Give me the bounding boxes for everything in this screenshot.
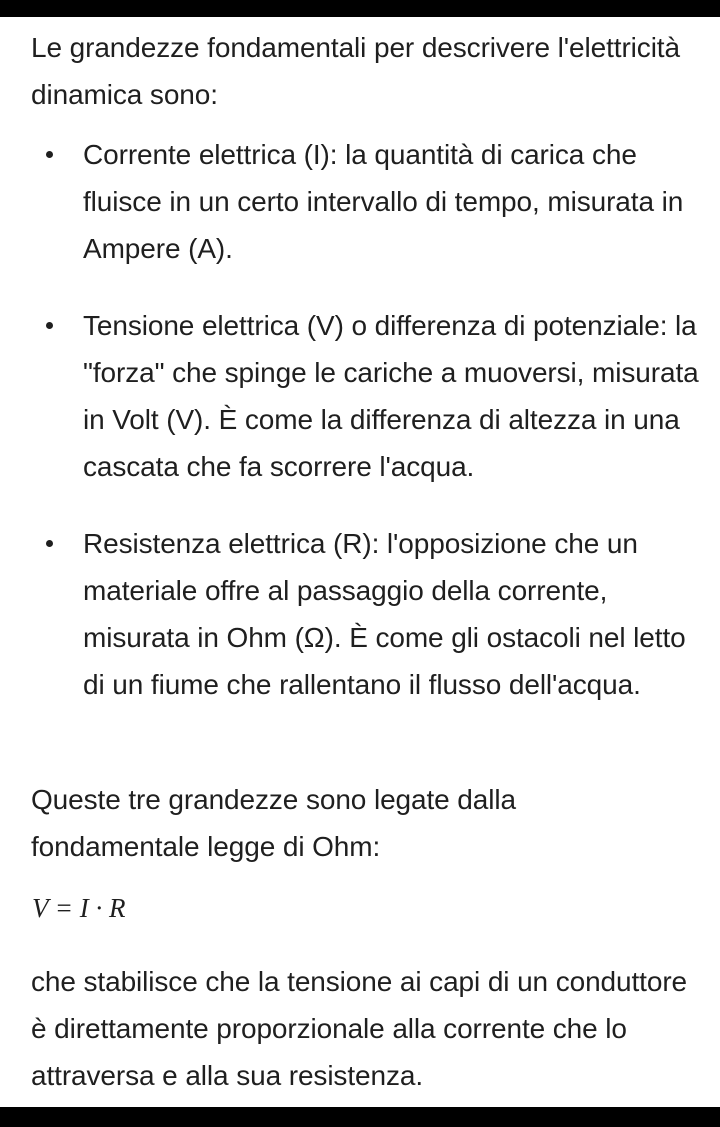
ohm-law-formula: V = I · R (32, 893, 126, 923)
list-item-text: Resistenza elettrica (R): l'opposizione che un materiale offre al passaggio della corrente, misurata in Ohm (Ω). È come gli ostacoli nel letto di un fiume che rallentano il flusso dell'acqua. (83, 528, 686, 700)
list-item-text: Tensione elettrica (V) o differenza di potenziale: la "forza" che spinge le cariche a muoversi, misurata in Volt (V). È come la differenza di altezza in una cascata che fa scorrere l'acqua. (83, 310, 699, 482)
list-item-voltage (0, 302, 720, 490)
bullet-icon (46, 322, 53, 329)
list-item-current (0, 131, 720, 272)
law-explanation-paragraph: che stabilisce che la tensione ai capi di un conduttore è direttamente proporzionale alla corrente che lo attraversa e alla sua resistenza. (31, 966, 688, 1091)
intro-paragraph: Le grandezze fondamentali per descrivere l'elettricità dinamica sono: (31, 32, 680, 110)
bullet-icon (46, 540, 53, 547)
law-intro-paragraph: Queste tre grandezze sono legate dalla fondamentale legge di Ohm: (31, 784, 516, 862)
list-item-resistance (0, 520, 720, 708)
list-item-text: Corrente elettrica (I): la quantità di carica che fluisce in un certo intervallo di tempo, misurata in Ampere (A). (83, 139, 684, 264)
bullet-icon (46, 151, 53, 158)
quantities-list (0, 131, 720, 738)
document-page (0, 17, 720, 1107)
